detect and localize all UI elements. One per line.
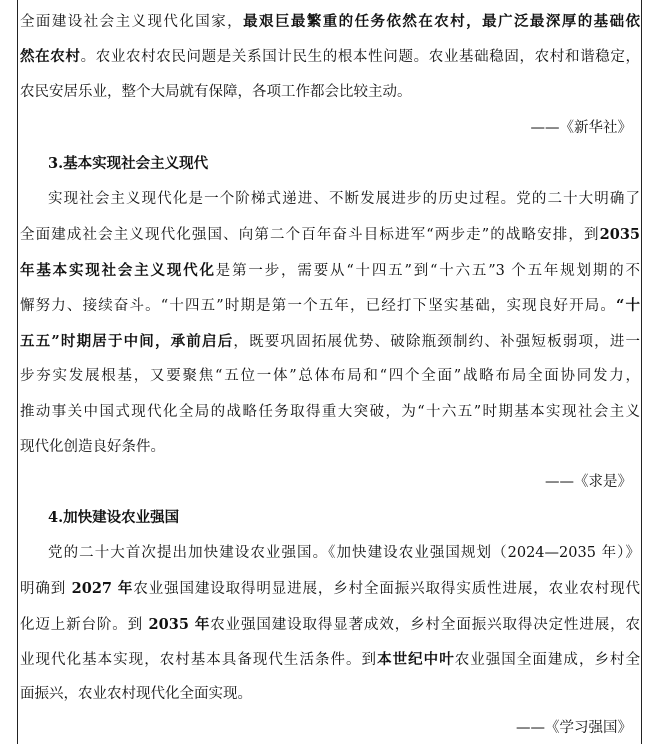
paragraph-line: 党的二十大首次提出加快建设农业强国。《加快建设农业强国规划（2024—2035 年）》 bbox=[48, 545, 640, 561]
paragraph-line: 农民安居乐业，整个大局就有保障，各项工作都会比较主动。 bbox=[20, 84, 412, 100]
paragraph-line: 然在农村。农业农村农民问题是关系国计民生的根本性问题。农业基础稳固，农村和谐稳定， bbox=[20, 48, 640, 65]
section-heading: 3.基本实现社会主义现代 bbox=[48, 155, 209, 172]
paragraph-line: 懈努力、接续奋斗。“十四五”时期是第一个五年，已经打下坚实基础，实现良好开局。“十 bbox=[20, 297, 640, 314]
section-heading: 4.加快建设农业强国 bbox=[48, 509, 180, 526]
paragraph-line: 全面建设社会主义现代化国家，最艰巨最繁重的任务依然在农村，最广泛最深厚的基础依 bbox=[20, 13, 640, 30]
paragraph-line: 明确到 2027 年农业强国建设取得明显进展，乡村全面振兴取得实质性进展，农业农村现代 bbox=[20, 580, 640, 597]
paragraph-line: 年基本实现社会主义现代化是第一步，需要从“十四五”到“十六五”3 个五年规划期的不 bbox=[20, 262, 640, 279]
paragraph-line: 全面建成社会主义现代化强国、向第二个百年奋斗目标进军“两步走”的战略安排，到2035 bbox=[20, 226, 640, 243]
paragraph-line: 推动事关中国式现代化全局的战略任务取得重大突破，为“十六五”时期基本实现社会主义 bbox=[20, 404, 640, 420]
paragraph-line: 现代化创造良好条件。 bbox=[20, 439, 165, 455]
source-citation: ——《学习强国》 bbox=[516, 720, 632, 736]
paragraph-line: 五五”时期居于中间，承前启后，既要巩固拓展优势、破除瓶颈制约、补强短板弱项，进一 bbox=[20, 333, 640, 350]
paragraph-line: 面振兴，农业农村现代化全面实现。 bbox=[20, 686, 252, 702]
paragraph-line: 步夯实发展根基，又要聚焦“五位一体”总体布局和“四个全面”战略布局全面协同发力， bbox=[20, 368, 640, 384]
paragraph-line: 业现代化基本实现，农村基本具备现代生活条件。到本世纪中叶农业强国全面建成，乡村全 bbox=[20, 651, 640, 668]
paragraph-line: 化迈上新台阶。到 2035 年农业强国建设取得显著成效，乡村全面振兴取得决定性进展，农 bbox=[20, 616, 640, 633]
source-citation: ——《新华社》 bbox=[530, 120, 632, 136]
source-citation: ——《求是》 bbox=[545, 474, 632, 490]
paragraph-line: 实现社会主义现代化是一个阶梯式递进、不断发展进步的历史过程。党的二十大明确了 bbox=[48, 191, 640, 207]
